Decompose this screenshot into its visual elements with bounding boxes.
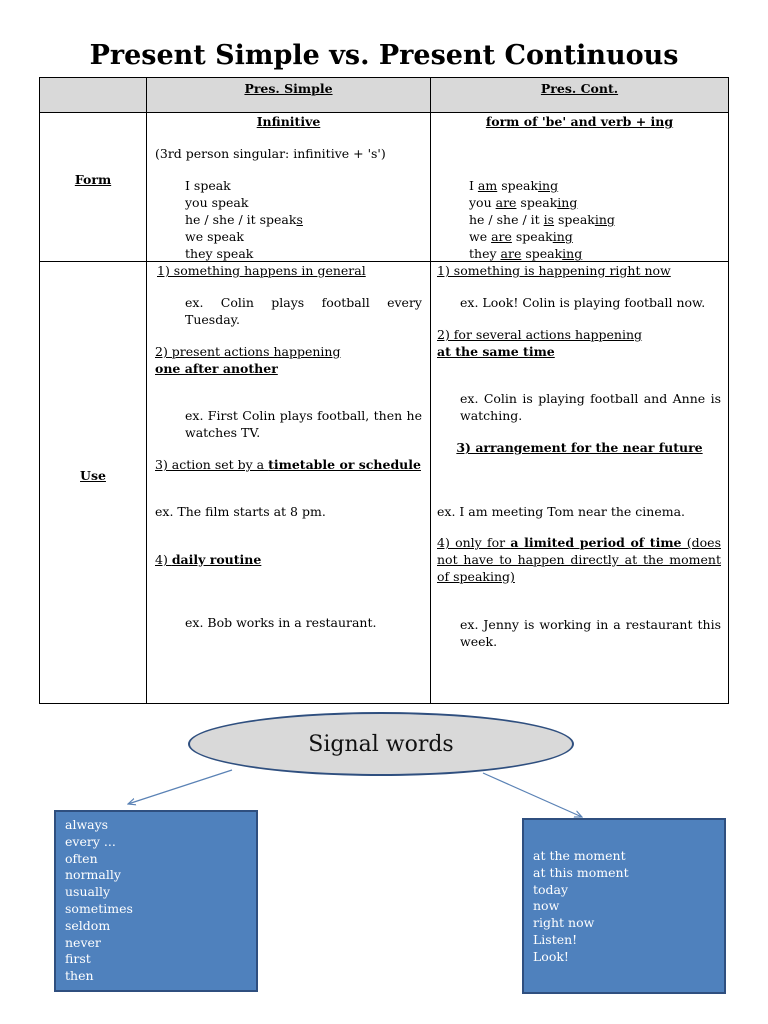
row-label-use: Use xyxy=(80,468,106,483)
arrow-left xyxy=(128,770,232,804)
use-simple-ex4: ex. Bob works in a restaurant. xyxy=(185,615,377,630)
use-simple-ex2: ex. First Colin plays football, then he watches TV. xyxy=(185,408,422,440)
use-simple-2a: 2) present actions happening xyxy=(155,344,341,359)
signal-simple-word: sometimes xyxy=(65,900,133,916)
signal-cont-word: at the moment xyxy=(533,848,626,863)
form-cont-line-4: we are speaking xyxy=(469,229,573,244)
use-simple-ex3: ex. The film starts at 8 pm. xyxy=(155,504,326,519)
signal-cont-word: right now xyxy=(533,915,595,931)
signal-cont-word: Look! xyxy=(533,948,569,964)
form-simple-note: (3rd person singular: infinitive + 's') xyxy=(155,146,386,161)
use-simple-3: 3) action set by a timetable or schedule xyxy=(155,457,421,472)
use-cont-2a: 2) for several actions happening xyxy=(437,327,643,342)
use-simple-1: 1) something happens in general xyxy=(157,263,366,278)
use-cont-4: 4) only for a limited period of time (does not have to happen directly at the moment of speaking) xyxy=(437,535,721,584)
signal-words-ellipse xyxy=(188,712,574,776)
form-simple-line-3: he / she / it speaks xyxy=(185,212,303,227)
row-label-form: Form xyxy=(74,172,112,187)
header-pres-cont: Pres. Cont. xyxy=(540,81,619,96)
signal-cont-word: Listen! xyxy=(533,931,578,947)
signal-simple-word: then xyxy=(65,968,94,984)
form-simple-line-5: they speak xyxy=(185,246,254,261)
signal-simple-word: first xyxy=(65,951,91,967)
use-cont-2b: at the same time xyxy=(437,344,555,359)
form-cont-line-1: I am speaking xyxy=(469,178,559,193)
form-cont-line-3: he / she / it is speaking xyxy=(469,212,615,227)
signal-cont-word: now xyxy=(533,898,560,914)
use-cont-ex2: ex. Colin is playing football and Anne is watching. xyxy=(460,391,721,423)
signal-cont-word: today xyxy=(533,881,569,897)
form-simple-line-1: I speak xyxy=(185,178,231,193)
use-cont-ex3: ex. I am meeting Tom near the cinema. xyxy=(437,504,686,519)
page-title: Present Simple vs. Present Continuous xyxy=(89,40,679,71)
signal-simple-word: normally xyxy=(65,867,121,883)
signal-cont-word: at this moment xyxy=(533,864,629,880)
use-cont-ex1: ex. Look! Colin is playing football now. xyxy=(460,295,706,310)
signal-simple-word: always xyxy=(65,817,109,832)
form-cont-line-5: they are speaking xyxy=(469,246,583,261)
form-simple-line-2: you speak xyxy=(185,195,249,210)
signal-words-label: Signal words xyxy=(308,731,454,757)
use-simple-2b: one after another xyxy=(155,361,278,376)
use-simple-ex1: ex. Colin plays football every Tuesday. xyxy=(185,295,422,327)
use-cont-1: 1) something is happening right now xyxy=(437,263,671,278)
form-simple-heading: Infinitive xyxy=(256,114,321,129)
signal-simple-word: never xyxy=(65,934,101,950)
use-cont-3: 3) arrangement for the near future xyxy=(456,440,703,455)
signal-simple-word: often xyxy=(65,850,98,866)
use-cont-ex4: ex. Jenny is working in a restaurant this week. xyxy=(460,617,721,649)
signal-simple-word: seldom xyxy=(65,917,111,933)
signal-simple-word: every ... xyxy=(65,833,116,849)
signal-cont-box xyxy=(522,818,726,994)
signal-simple-word: usually xyxy=(65,884,111,900)
form-simple-line-4: we speak xyxy=(185,229,244,244)
arrow-right xyxy=(483,773,582,817)
signal-simple-box xyxy=(54,810,258,992)
form-cont-line-2: you are speaking xyxy=(469,195,578,210)
form-cont-heading: form of 'be' and verb + ing xyxy=(485,114,674,129)
use-simple-4: 4) daily routine xyxy=(155,552,262,567)
header-pres-simple: Pres. Simple xyxy=(244,81,333,96)
